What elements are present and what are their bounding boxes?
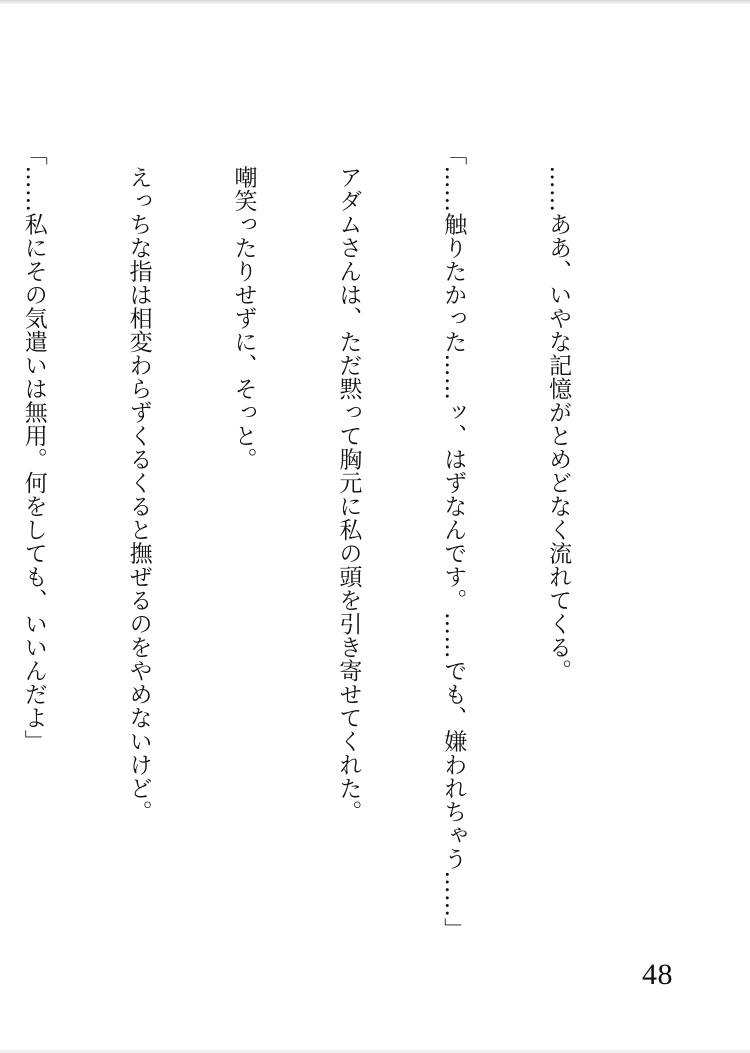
- paragraph-5: えっちな指は相変わらずくるくると撫ぜるのをやめないけど。: [125, 142, 152, 824]
- paragraph-2: 「……触りたかった……ッ、はずなんです。……でも、嫌われちゃう……」: [440, 142, 467, 941]
- paragraph-1: ……ああ、いやな記憶がとめどなく流れてくる。: [545, 142, 572, 683]
- vertical-text-body: [20, 142, 645, 942]
- page-number: 48: [642, 958, 673, 991]
- top-divider: [0, 0, 750, 4]
- paragraph-3: アダムさんは、ただ黙って胸元に私の頭を引き寄せてくれた。: [335, 142, 362, 824]
- paragraph-4: 嘲笑ったりせずに、そっと。: [230, 142, 257, 471]
- paragraph-6: 「……私にその気遣いは無用。何をしても、いいんだよ」: [20, 142, 47, 753]
